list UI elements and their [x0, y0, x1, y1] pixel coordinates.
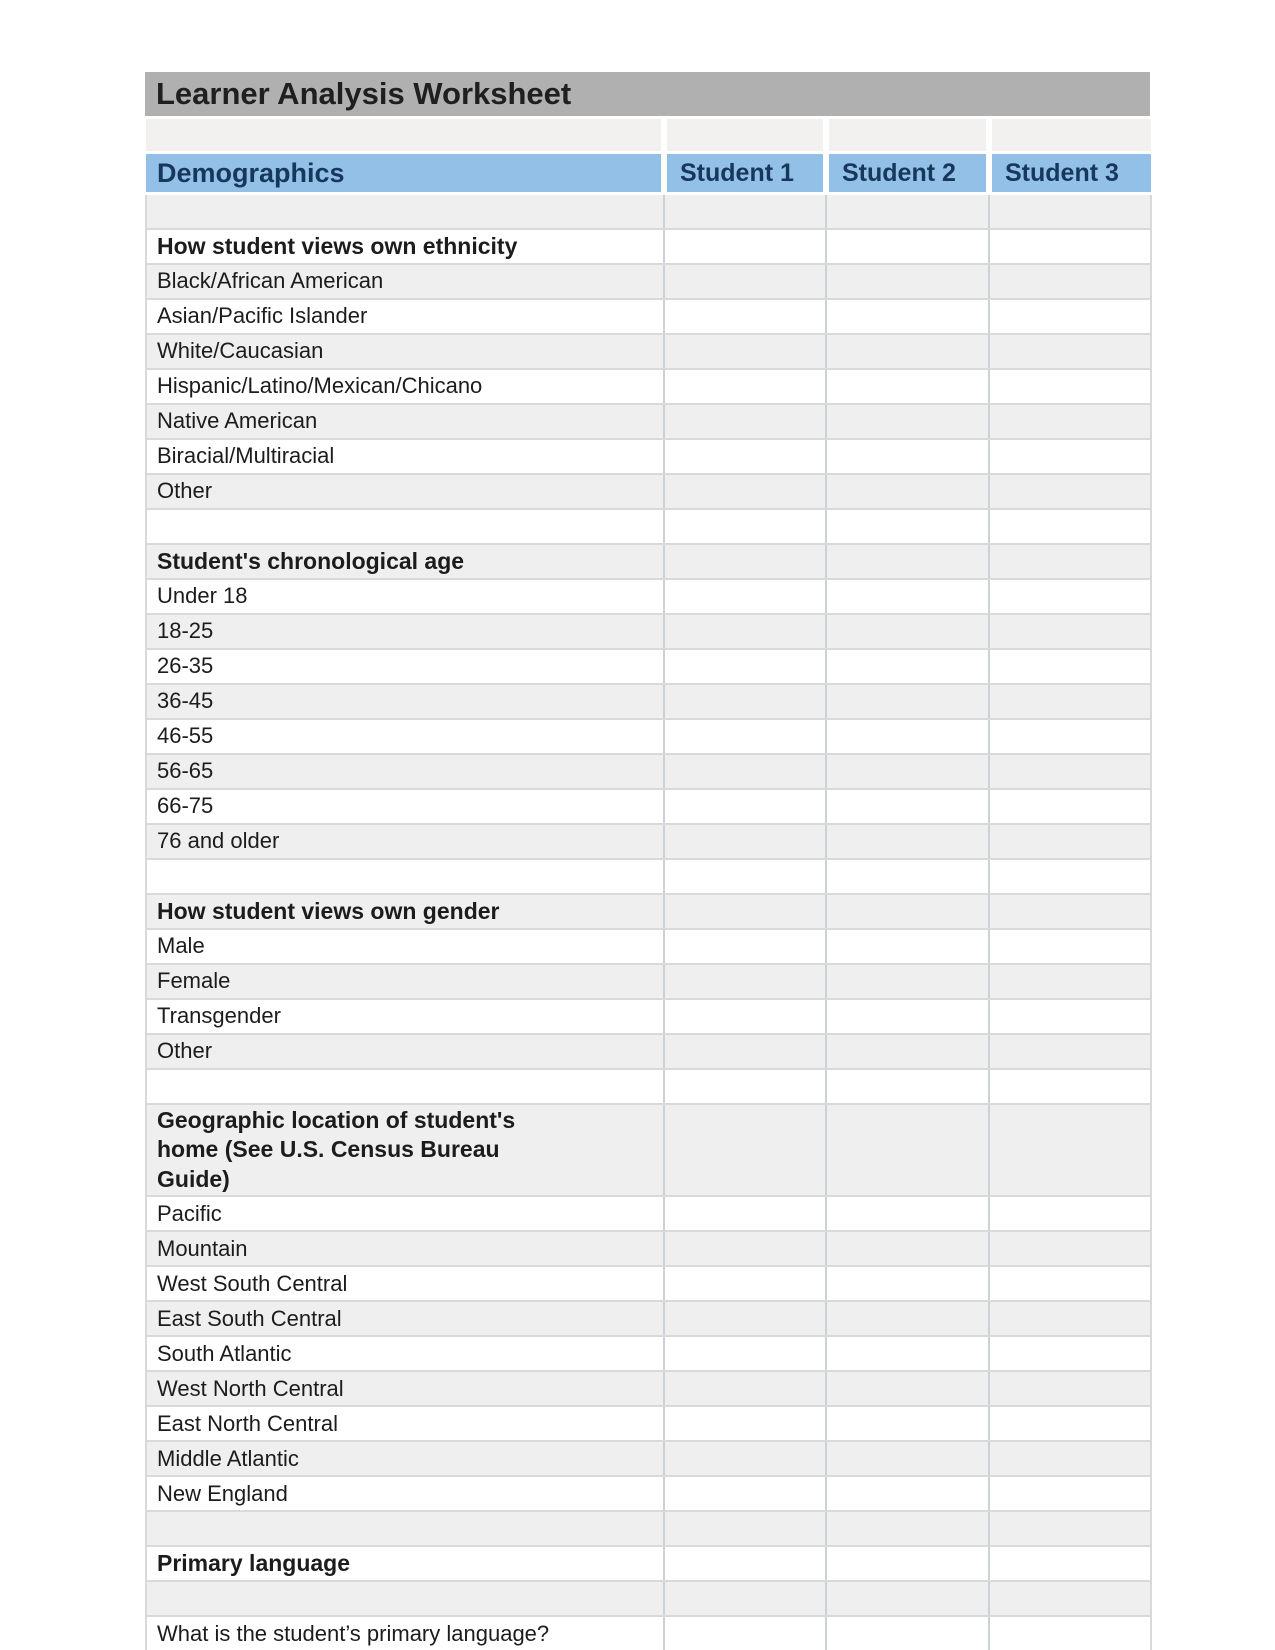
table-row: [146, 1546, 1151, 1581]
student-2-value-cell: [826, 194, 989, 230]
student-2-value-cell: [826, 1231, 989, 1266]
student-1-value-cell: [664, 229, 826, 264]
row-label: Middle Atlantic: [157, 1445, 299, 1471]
row-label: Hispanic/Latino/Mexican/Chicano: [157, 373, 483, 399]
student-2-value-cell: [826, 789, 989, 824]
student-2-value-cell: [826, 999, 989, 1034]
row-label-cell: [146, 404, 664, 439]
empty-row: [146, 1511, 1151, 1546]
student-1-value-cell: [664, 194, 826, 230]
section-header-demographics: Demographics: [146, 153, 664, 194]
student-2-value-cell: [826, 1406, 989, 1441]
student-1-value-cell: [664, 1511, 826, 1546]
table-row: [146, 1406, 1151, 1441]
student-2-value-cell: [826, 1266, 989, 1301]
student-2-value-cell: [826, 544, 989, 579]
student-1-value-cell: [664, 1231, 826, 1266]
section-header-label: How student views own gender: [157, 897, 500, 924]
student-1-value-cell: [664, 1616, 826, 1650]
student-2-value-cell: [826, 1511, 989, 1546]
student-1-value-cell: [664, 754, 826, 789]
table-row: [146, 929, 1151, 964]
row-label-cell: [146, 1581, 664, 1616]
student-2-value-cell: [826, 1546, 989, 1581]
row-label-cell: [146, 929, 664, 964]
spacer-cell: [989, 119, 1151, 153]
worksheet-sheet: [145, 72, 1150, 1650]
row-label-cell: [146, 1069, 664, 1104]
row-label-cell: [146, 194, 664, 230]
row-label-cell: [146, 1441, 664, 1476]
student-3-value-cell: [989, 684, 1151, 719]
table-row: [146, 614, 1151, 649]
row-label: Male: [157, 933, 205, 959]
row-label: What is the student’s primary language?: [157, 1620, 550, 1646]
column-header-student-2: Student 2: [826, 153, 989, 194]
student-1-value-cell: [664, 404, 826, 439]
student-1-value-cell: [664, 1301, 826, 1336]
student-1-value-cell: [664, 964, 826, 999]
demographics-table: [145, 119, 1152, 1650]
student-2-value-cell: [826, 579, 989, 614]
student-3-value-cell: [989, 1034, 1151, 1069]
table-row: [146, 404, 1151, 439]
student-3-value-cell: [989, 194, 1151, 230]
row-label-cell: [146, 439, 664, 474]
row-label: 36-45: [157, 688, 214, 714]
row-label: White/Caucasian: [157, 338, 324, 364]
spacer-cell: [146, 119, 664, 153]
row-label-cell: [146, 1616, 664, 1650]
row-label-cell: [146, 824, 664, 859]
spacer-cell: [664, 119, 826, 153]
section-header-label: Geographic location of student's home (See U.S. Census Bureau Guide): [157, 1107, 516, 1192]
row-label-cell: [146, 1476, 664, 1511]
student-2-value-cell: [826, 369, 989, 404]
student-2-value-cell: [826, 1336, 989, 1371]
empty-row: [146, 194, 1151, 230]
row-label-cell: [146, 964, 664, 999]
student-2-value-cell: [826, 229, 989, 264]
student-2-value-cell: [826, 649, 989, 684]
row-label-cell: [146, 369, 664, 404]
student-1-value-cell: [664, 299, 826, 334]
row-label: Under 18: [157, 583, 248, 609]
student-3-value-cell: [989, 719, 1151, 754]
row-label: East North Central: [157, 1410, 338, 1436]
row-label: Black/African American: [157, 268, 384, 294]
row-label-cell: [146, 334, 664, 369]
student-2-value-cell: [826, 1301, 989, 1336]
row-label-cell: [146, 789, 664, 824]
student-1-value-cell: [664, 1069, 826, 1104]
student-3-value-cell: [989, 999, 1151, 1034]
student-1-value-cell: [664, 579, 826, 614]
student-3-value-cell: [989, 229, 1151, 264]
student-1-value-cell: [664, 1034, 826, 1069]
worksheet-title-bar: [145, 72, 1150, 116]
row-label-cell: [146, 1231, 664, 1266]
student-1-value-cell: [664, 264, 826, 299]
spacer-cell: [826, 119, 989, 153]
empty-row: [146, 859, 1151, 894]
student-3-value-cell: [989, 1371, 1151, 1406]
table-row: [146, 1476, 1151, 1511]
row-label: Biracial/Multiracial: [157, 443, 335, 469]
row-label-cell: [146, 299, 664, 334]
row-label: 18-25: [157, 618, 214, 644]
student-1-value-cell: [664, 369, 826, 404]
table-row: [146, 824, 1151, 859]
student-1-value-cell: [664, 649, 826, 684]
student-3-value-cell: [989, 964, 1151, 999]
table-row: [146, 1196, 1151, 1231]
student-3-value-cell: [989, 579, 1151, 614]
row-label-cell: [146, 999, 664, 1034]
student-3-value-cell: [989, 1616, 1151, 1650]
section-header-cell: [146, 894, 664, 929]
student-2-value-cell: [826, 1104, 989, 1196]
student-3-value-cell: [989, 474, 1151, 509]
student-2-value-cell: [826, 859, 989, 894]
row-label-cell: [146, 1301, 664, 1336]
row-label-cell: [146, 1196, 664, 1231]
table-row: [146, 789, 1151, 824]
student-2-value-cell: [826, 894, 989, 929]
student-1-value-cell: [664, 1581, 826, 1616]
table-row: [146, 964, 1151, 999]
row-label-cell: [146, 509, 664, 544]
student-3-value-cell: [989, 1406, 1151, 1441]
student-3-value-cell: [989, 859, 1151, 894]
row-label: 46-55: [157, 723, 214, 749]
row-label-cell: [146, 614, 664, 649]
student-1-value-cell: [664, 894, 826, 929]
student-3-value-cell: [989, 929, 1151, 964]
section-header-label: Primary language: [157, 1550, 351, 1577]
table-row: [146, 334, 1151, 369]
student-3-value-cell: [989, 544, 1151, 579]
row-label-cell: [146, 579, 664, 614]
row-label: 26-35: [157, 653, 214, 679]
table-row: [146, 544, 1151, 579]
student-1-value-cell: [664, 1546, 826, 1581]
student-3-value-cell: [989, 1476, 1151, 1511]
student-3-value-cell: [989, 894, 1151, 929]
student-2-value-cell: [826, 439, 989, 474]
student-2-value-cell: [826, 1371, 989, 1406]
row-label: Female: [157, 968, 231, 994]
column-header-student-1: Student 1: [664, 153, 826, 194]
student-3-value-cell: [989, 509, 1151, 544]
student-2-value-cell: [826, 264, 989, 299]
table-row: [146, 229, 1151, 264]
table-row: [146, 684, 1151, 719]
page-title: Learner Analysis Worksheet: [156, 76, 572, 111]
row-label: 66-75: [157, 793, 214, 819]
student-3-value-cell: [989, 264, 1151, 299]
student-2-value-cell: [826, 824, 989, 859]
student-1-value-cell: [664, 334, 826, 369]
student-3-value-cell: [989, 789, 1151, 824]
student-1-value-cell: [664, 789, 826, 824]
row-label: Mountain: [157, 1235, 248, 1261]
student-2-value-cell: [826, 1196, 989, 1231]
student-2-value-cell: [826, 1441, 989, 1476]
row-label: Native American: [157, 408, 318, 434]
section-header-label: Student's chronological age: [157, 547, 465, 574]
column-header-student-3: Student 3: [989, 153, 1151, 194]
student-2-value-cell: [826, 684, 989, 719]
student-2-value-cell: [826, 1069, 989, 1104]
student-1-value-cell: [664, 1196, 826, 1231]
student-3-value-cell: [989, 1069, 1151, 1104]
table-row: [146, 754, 1151, 789]
student-3-value-cell: [989, 1104, 1151, 1196]
student-1-value-cell: [664, 614, 826, 649]
student-2-value-cell: [826, 964, 989, 999]
empty-row: [146, 1581, 1151, 1616]
row-label: West South Central: [157, 1270, 348, 1296]
student-2-value-cell: [826, 474, 989, 509]
section-header-cell: [146, 229, 664, 264]
row-label: 76 and older: [157, 828, 280, 854]
student-2-value-cell: [826, 614, 989, 649]
table-row: [146, 1104, 1151, 1196]
table-row: [146, 1441, 1151, 1476]
row-label-cell: [146, 1336, 664, 1371]
student-3-value-cell: [989, 614, 1151, 649]
row-label: Transgender: [157, 1003, 281, 1029]
student-3-value-cell: [989, 1336, 1151, 1371]
student-3-value-cell: [989, 649, 1151, 684]
section-header-cell: [146, 544, 664, 579]
student-2-value-cell: [826, 1476, 989, 1511]
table-row: [146, 1034, 1151, 1069]
row-label-cell: [146, 719, 664, 754]
row-label: East South Central: [157, 1305, 342, 1331]
table-row: [146, 1266, 1151, 1301]
student-1-value-cell: [664, 474, 826, 509]
table-row: [146, 1231, 1151, 1266]
student-1-value-cell: [664, 1441, 826, 1476]
student-3-value-cell: [989, 824, 1151, 859]
student-2-value-cell: [826, 1616, 989, 1650]
empty-row: [146, 1069, 1151, 1104]
student-3-value-cell: [989, 439, 1151, 474]
student-2-value-cell: [826, 404, 989, 439]
student-3-value-cell: [989, 1301, 1151, 1336]
student-1-value-cell: [664, 684, 826, 719]
student-3-value-cell: [989, 1196, 1151, 1231]
table-row: [146, 474, 1151, 509]
student-3-value-cell: [989, 1231, 1151, 1266]
row-label-cell: [146, 754, 664, 789]
table-row: [146, 264, 1151, 299]
row-label-cell: [146, 1371, 664, 1406]
row-label-cell: [146, 1034, 664, 1069]
table-row: [146, 439, 1151, 474]
table-row: [146, 1371, 1151, 1406]
student-2-value-cell: [826, 929, 989, 964]
student-1-value-cell: [664, 1336, 826, 1371]
student-2-value-cell: [826, 754, 989, 789]
row-label: West North Central: [157, 1375, 344, 1401]
student-1-value-cell: [664, 509, 826, 544]
row-label: 56-65: [157, 758, 214, 784]
student-1-value-cell: [664, 1476, 826, 1511]
student-1-value-cell: [664, 1104, 826, 1196]
student-3-value-cell: [989, 1266, 1151, 1301]
student-1-value-cell: [664, 1371, 826, 1406]
student-1-value-cell: [664, 824, 826, 859]
student-1-value-cell: [664, 544, 826, 579]
header-row: [146, 153, 1151, 194]
row-label: Asian/Pacific Islander: [157, 303, 368, 329]
section-header-cell: [146, 1104, 664, 1196]
table-row: [146, 894, 1151, 929]
student-3-value-cell: [989, 754, 1151, 789]
row-label-cell: [146, 474, 664, 509]
empty-row: [146, 509, 1151, 544]
student-3-value-cell: [989, 404, 1151, 439]
student-2-value-cell: [826, 509, 989, 544]
row-label-cell: [146, 649, 664, 684]
row-label: Other: [157, 1038, 213, 1064]
student-1-value-cell: [664, 859, 826, 894]
table-row: [146, 369, 1151, 404]
section-header-label: How student views own ethnicity: [157, 232, 518, 259]
row-label-cell: [146, 1511, 664, 1546]
student-3-value-cell: [989, 1511, 1151, 1546]
student-2-value-cell: [826, 719, 989, 754]
student-3-value-cell: [989, 1441, 1151, 1476]
student-2-value-cell: [826, 299, 989, 334]
student-1-value-cell: [664, 929, 826, 964]
row-label-cell: [146, 1406, 664, 1441]
table-row: [146, 999, 1151, 1034]
student-3-value-cell: [989, 334, 1151, 369]
table-row: [146, 1616, 1151, 1650]
table-row: [146, 1336, 1151, 1371]
row-label-cell: [146, 684, 664, 719]
row-label: New England: [157, 1480, 288, 1506]
row-label: Other: [157, 478, 213, 504]
row-label-cell: [146, 264, 664, 299]
student-1-value-cell: [664, 719, 826, 754]
row-label: Pacific: [157, 1200, 222, 1226]
student-1-value-cell: [664, 999, 826, 1034]
table-row: [146, 579, 1151, 614]
student-1-value-cell: [664, 439, 826, 474]
student-1-value-cell: [664, 1406, 826, 1441]
table-row: [146, 719, 1151, 754]
student-3-value-cell: [989, 299, 1151, 334]
table-row: [146, 299, 1151, 334]
section-header-cell: [146, 1546, 664, 1581]
student-3-value-cell: [989, 1581, 1151, 1616]
row-label-cell: [146, 1266, 664, 1301]
student-2-value-cell: [826, 1034, 989, 1069]
row-label: South Atlantic: [157, 1340, 292, 1366]
student-2-value-cell: [826, 334, 989, 369]
student-1-value-cell: [664, 1266, 826, 1301]
student-2-value-cell: [826, 1581, 989, 1616]
student-3-value-cell: [989, 1546, 1151, 1581]
table-row: [146, 649, 1151, 684]
row-label-cell: [146, 859, 664, 894]
table-row: [146, 1301, 1151, 1336]
student-3-value-cell: [989, 369, 1151, 404]
spacer-row: [146, 119, 1151, 153]
